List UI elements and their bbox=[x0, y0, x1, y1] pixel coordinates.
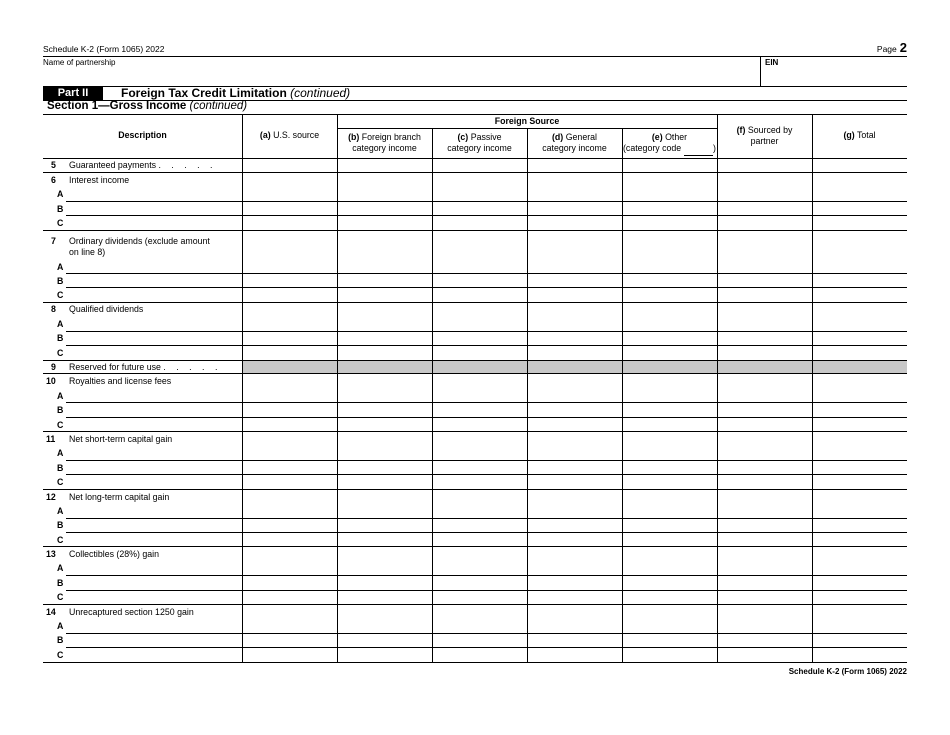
table-bottom-rule bbox=[43, 662, 907, 663]
form-id: Schedule K-2 (Form 1065) 2022 bbox=[43, 44, 165, 54]
ein-label: EIN bbox=[765, 58, 779, 67]
sub-row-rule bbox=[66, 633, 907, 634]
sub-row-rule bbox=[66, 417, 907, 418]
col-description: Description bbox=[118, 130, 167, 140]
col-d-text: General bbox=[565, 132, 597, 142]
col-g-header bbox=[812, 130, 907, 141]
column-separator bbox=[242, 114, 243, 662]
row-14-sub-b: B bbox=[57, 635, 64, 645]
row-6-sub-c: C bbox=[57, 218, 64, 228]
row-12-number: 12 bbox=[46, 492, 56, 502]
row-13-sub-b: B bbox=[57, 578, 64, 588]
row-7-number: 7 bbox=[51, 236, 56, 246]
row-5-label-text: Guaranteed payments bbox=[69, 160, 157, 170]
col-f-letter: (f) bbox=[736, 125, 746, 135]
col-c-text: Passive bbox=[470, 132, 502, 142]
sub-row-rule bbox=[66, 287, 907, 288]
col-f-text: Sourced by bbox=[747, 125, 793, 135]
row-rule bbox=[43, 172, 907, 173]
page-label: Page bbox=[876, 44, 897, 54]
row-12-label: Net long-term capital gain bbox=[69, 492, 170, 502]
section-title bbox=[47, 100, 247, 112]
category-code-field[interactable] bbox=[684, 155, 713, 156]
sub-row-rule bbox=[66, 201, 907, 202]
row-13-label: Collectibles (28%) gain bbox=[69, 549, 159, 559]
sub-row-rule bbox=[66, 532, 907, 533]
row-8-sub-b: B bbox=[57, 333, 64, 343]
header-rule bbox=[43, 56, 907, 57]
section-title-text: Section 1—Gross Income bbox=[47, 100, 187, 112]
row-rule bbox=[43, 230, 907, 231]
column-separator bbox=[622, 128, 623, 662]
row-7-label bbox=[69, 236, 210, 258]
col-c-letter: (c) bbox=[457, 132, 469, 142]
row-10-sub-b: B bbox=[57, 405, 64, 415]
row-8-number: 8 bbox=[51, 304, 56, 314]
sub-row-rule bbox=[66, 590, 907, 591]
column-separator bbox=[812, 114, 813, 662]
row-12-sub-b: B bbox=[57, 520, 64, 530]
col-a-text: U.S. source bbox=[273, 130, 320, 140]
col-e-letter: (e) bbox=[651, 132, 663, 142]
reserved-row-shading bbox=[243, 360, 907, 373]
col-d-header bbox=[527, 132, 622, 154]
col-f-header bbox=[717, 125, 812, 147]
row-10-sub-c: C bbox=[57, 420, 64, 430]
row-10-number: 10 bbox=[46, 376, 56, 386]
sub-row-rule bbox=[66, 647, 907, 648]
ein-field[interactable] bbox=[765, 66, 905, 85]
col-g-letter: (g) bbox=[843, 130, 855, 140]
row-14-label: Unrecaptured section 1250 gain bbox=[69, 607, 194, 617]
col-a-header bbox=[242, 130, 337, 141]
part-label: Part II bbox=[43, 87, 103, 100]
row-8-sub-c: C bbox=[57, 348, 64, 358]
sub-row-rule bbox=[66, 273, 907, 274]
col-b-letter: (b) bbox=[348, 132, 360, 142]
row-8-sub-a: A bbox=[57, 319, 64, 329]
column-separator bbox=[432, 128, 433, 662]
row-13-sub-c: C bbox=[57, 592, 64, 602]
row-14-sub-c: C bbox=[57, 650, 64, 660]
category-code-paren: ) bbox=[713, 143, 716, 153]
col-c-text2: category income bbox=[447, 143, 512, 153]
col-a-letter: (a) bbox=[259, 130, 271, 140]
sub-row-rule bbox=[66, 575, 907, 576]
row-rule bbox=[43, 489, 907, 490]
row-5-leader: . . . . . bbox=[158, 160, 217, 170]
partnership-name-field[interactable] bbox=[43, 66, 760, 85]
row-5-label bbox=[69, 160, 217, 171]
col-e-text: Other bbox=[665, 132, 688, 142]
row-6-number: 6 bbox=[51, 175, 56, 185]
row-rule bbox=[43, 373, 907, 374]
col-c-header bbox=[432, 132, 527, 154]
row-7-sub-a: A bbox=[57, 262, 64, 272]
col-b-text2: category income bbox=[352, 143, 417, 153]
header-bottom-rule bbox=[43, 158, 907, 159]
row-7-label-line1: Ordinary dividends (exclude amount bbox=[69, 236, 210, 246]
ein-divider bbox=[760, 56, 761, 86]
row-9-label bbox=[69, 362, 221, 373]
row-11-sub-b: B bbox=[57, 463, 64, 473]
col-foreign-source: Foreign Source bbox=[494, 116, 560, 126]
column-separator bbox=[527, 128, 528, 662]
name-of-partnership-label: Name of partnership bbox=[43, 58, 116, 67]
sub-row-rule bbox=[66, 460, 907, 461]
section-rule bbox=[43, 114, 907, 115]
col-e-header bbox=[622, 132, 717, 154]
row-11-number: 11 bbox=[46, 434, 56, 444]
page-indicator bbox=[877, 40, 907, 55]
row-rule bbox=[43, 302, 907, 303]
row-6-label: Interest income bbox=[69, 175, 130, 185]
row-9-leader: . . . . . bbox=[163, 362, 222, 372]
sub-row-rule bbox=[66, 518, 907, 519]
row-11-sub-a: A bbox=[57, 448, 64, 458]
col-d-letter: (d) bbox=[552, 132, 564, 142]
row-5-number: 5 bbox=[51, 160, 56, 170]
col-b-text: Foreign branch bbox=[361, 132, 421, 142]
col-e-text2: (category code bbox=[623, 143, 682, 153]
column-separator bbox=[717, 114, 718, 662]
col-b-header bbox=[337, 132, 432, 154]
sub-row-rule bbox=[66, 474, 907, 475]
col-f-text2: partner bbox=[750, 136, 779, 146]
row-rule bbox=[43, 604, 907, 605]
row-14-sub-a: A bbox=[57, 621, 64, 631]
row-14-number: 14 bbox=[46, 607, 56, 617]
row-10-sub-a: A bbox=[57, 391, 64, 401]
row-11-sub-c: C bbox=[57, 477, 64, 487]
part-title-text: Foreign Tax Credit Limitation bbox=[121, 86, 287, 100]
row-7-sub-c: C bbox=[57, 290, 64, 300]
row-6-sub-b: B bbox=[57, 204, 64, 214]
row-12-sub-c: C bbox=[57, 535, 64, 545]
sub-row-rule bbox=[66, 331, 907, 332]
row-13-number: 13 bbox=[46, 549, 56, 559]
row-9-number: 9 bbox=[51, 362, 56, 372]
row-11-label: Net short-term capital gain bbox=[69, 434, 173, 444]
col-d-text2: category income bbox=[542, 143, 607, 153]
part-title bbox=[121, 86, 350, 100]
sub-row-rule bbox=[66, 402, 907, 403]
sub-row-rule bbox=[66, 345, 907, 346]
row-12-sub-a: A bbox=[57, 506, 64, 516]
section-title-suffix: (continued) bbox=[189, 100, 248, 112]
page-number: 2 bbox=[899, 40, 907, 55]
sub-row-rule bbox=[66, 215, 907, 216]
row-rule bbox=[43, 546, 907, 547]
row-8-label: Qualified dividends bbox=[69, 304, 144, 314]
row-rule bbox=[43, 360, 907, 361]
row-7-label-line2: on line 8) bbox=[69, 247, 106, 257]
part-title-suffix: (continued) bbox=[290, 86, 351, 100]
row-10-label: Royalties and license fees bbox=[69, 376, 172, 386]
column-separator bbox=[337, 114, 338, 662]
row-9-label-text: Reserved for future use bbox=[69, 362, 161, 372]
footer-form-id: Schedule K-2 (Form 1065) 2022 bbox=[788, 667, 907, 676]
row-7-sub-b: B bbox=[57, 276, 64, 286]
row-13-sub-a: A bbox=[57, 563, 64, 573]
row-rule bbox=[43, 431, 907, 432]
col-g-text: Total bbox=[856, 130, 876, 140]
row-6-sub-a: A bbox=[57, 189, 64, 199]
